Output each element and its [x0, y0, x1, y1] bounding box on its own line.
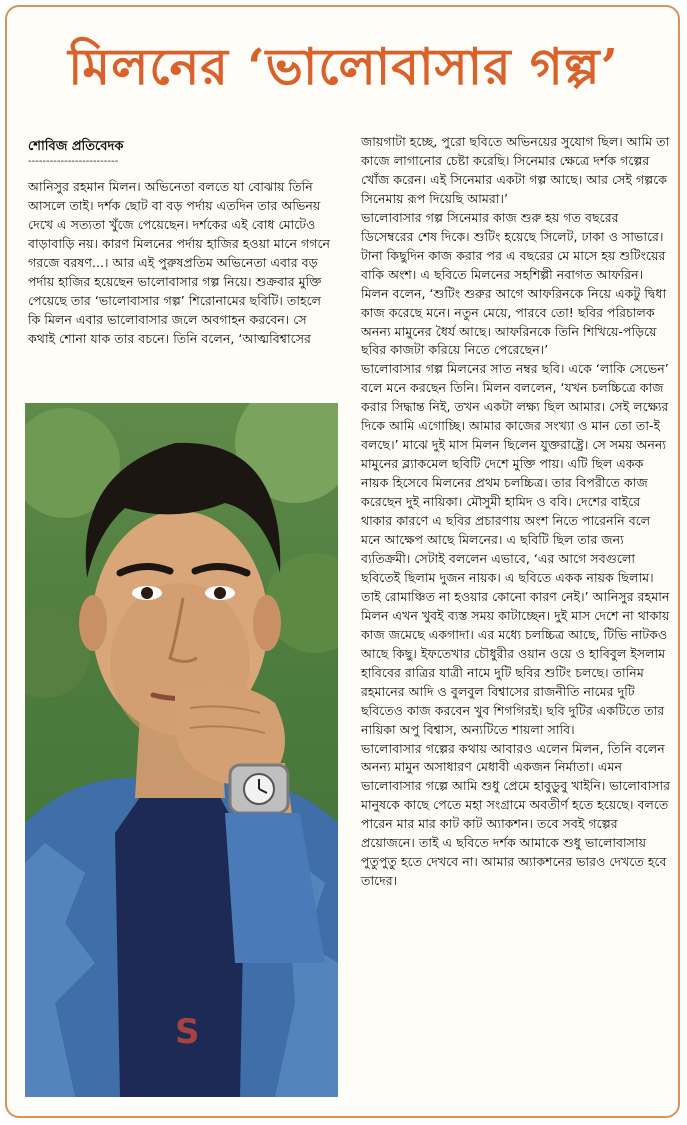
paragraph: ভালোবাসার গল্প সিনেমার কাজ শুরু হয় গত বছরের ডিসেম্বরের শেষ দিকে। শুটিং হয়েছে সিলেট, ঢাকা ও সাভারে। টানা কিছুদিন কাজ করার পর এ বছরের মে মাসে হয় শুটিংয়ের বাকি অংশ। এ ছবিতে মিলনের সহশিল্পী নবাগত আফরিন। মিলন বলেন, ‘শুটিং শুরুর আগে আফরিনকে নিয়ে একটু দ্বিধা কাজ করেছে মনে। নতুন মেয়ে, পারবে তো! ছবির পরিচালক অনন্য মামুনের ধৈর্য আছে। আফরিনকে তিনি শিখিয়ে-পড়িয়ে ছবির কাজটা করিয়ে নিতে পেরেছেন।’	[361, 209, 667, 358]
paragraph: আনিসুর রহমান মিলন। অভিনেতা বলতে যা বোঝায় তিনি আসলে তাই। দর্শক ছোট বা বড় পর্দায় এতদিন তার অভিনয় দেখে এ সত্যতা খুঁজে পেয়েছেন। দর্শকের এই বোধ মোটেও বাড়াবাড়ি নয়। কারণ মিলনের পর্দায় হাজির হওয়া মানে গগনে গরজে বরষণ...। আর এই পুরুষপ্রতিম অভিনেতা এবার বড় পর্দায় হাজির হয়েছেন ভালোবাসার গল্প নিয়ে। শুক্রবার মুক্তি পেয়েছে তার ‘ভালোবাসার গল্প’ শিরোনামের ছবিটি। তাহলে কি মিলন এবার ভালোবাসার জলে অবগাহন করবেন। সে কথাই শোনা যাক তার বচনে। তিনি বলেন, ‘আত্মবিশ্বাসের	[28, 179, 331, 346]
actor-photo	[25, 403, 338, 1097]
byline-rule: -------------------------	[28, 156, 119, 167]
paragraph: ভালোবাসার গল্প মিলনের সাত নম্বর ছবি। একে ‘লাকি সেভেন’ বলে মনে করছেন তিনি। মিলন বললেন, ‘যখন চলচ্চিত্রে কাজ করার সিদ্ধান্ত নিই, তখন একটা লক্ষ্য ছিল আমার। সেই লক্ষ্যের দিকে আমি এগোচ্ছি। আমার কাজের সংখ্যা ও মান তো তা-ই বলছে।’ মাঝে দুই মাস মিলন ছিলেন যুক্তরাষ্ট্রে। সে সময় অনন্য মামুনের ব্ল্যাকমেল ছবিটি দেশে মুক্তি পায়। এটি ছিল একক নায়ক হিসেবে মিলনের প্রথম চলচ্চিত্র। তার বিপরীতে কাজ করেছেন দুই নায়িকা। মৌসুমী হামিদ ও ববি। দেশের বাইরে থাকার কারণে এ ছবির প্রচারণায় অংশ নিতে পারেননি বলে মনে আক্ষেপ আছে মিলনের। এ ছবিটি ছিল তার জন্য ব্যতিক্রমী। সেটাই বললেন এভাবে, ‘এর আগে সবগুলো ছবিতেই ছিলাম দুজন নায়ক। এ ছবিতে একক নায়ক ছিলাম। তাই রোমাঞ্চিত না হওয়ার কোনো কারণ নেই।’ আনিসুর রহমান মিলন এখন খুবই ব্যস্ত সময় কাটাচ্ছেন। দুই মাস দেশে না থাকায় কাজ জমেছে একগাদা। এর মধ্যে চলচ্চিত্র আছে, টিভি নাটকও আছে কিছু। ইফতেখার চৌধুরীর ওয়ান ওয়ে ও হাবিবুল ইসলাম হাবিবের রাত্রির যাত্রী নামে দুটি ছবির শুটিং চলছে। তানিম রহমানের আদি ও বুলবুল বিশ্বাসের রাজনীতি নামের দুটি ছবিতেও কাজ করবেন খুব শিগগিরই। ছবি দুটির একটিতে তার নায়িকা অপু বিশ্বাস, অন্যটিতে শায়লা সাবি।	[361, 361, 670, 737]
left-column	[28, 178, 334, 349]
paragraph: ভালোবাসার গল্পের কথায় আবারও এলেন মিলন, তিনি বলেন অনন্য মামুন অসাধারণ মেধাবী একজন নির্মাতা। এমন ভালোবাসার গল্পে আমি শুধু প্রেমে হাবুডুবু খাইনি। ভালোবাসার মানুষকে কাছে পেতে মহা সংগ্রামে অবতীর্ণ হতে হয়েছে। বলতে পারেন মার মার কাট কাট অ্যাকশন। তবে সবই গল্পের প্রয়োজনে। তাই এ ছবিতে দর্শক আমাকে শুধু ভালোবাসায় পুতুপুতু হতে দেখবে না। আমার অ্যাকশনের ভারও দেখতে হবে তাদের।	[361, 740, 671, 889]
paragraph: জায়গাটা হচ্ছে, পুরো ছবিতে অভিনয়ের সুযোগ ছিল। আমি তা কাজে লাগানোর চেষ্টা করেছি। সিনেমার ক্ষেত্রে দর্শক গল্পের খোঁজ করেন। এই সিনেমার একটা গল্প আছে। আর সেই গল্পকে সিনেমায় রূপ দিয়েছি আমরা।’	[361, 134, 670, 206]
svg-text:S: S	[175, 1012, 200, 1052]
byline: শোবিজ প্রতিবেদক	[28, 139, 124, 154]
headline: মিলনের ‘ভালোবাসার গল্প’	[68, 37, 619, 96]
right-column	[361, 133, 673, 891]
